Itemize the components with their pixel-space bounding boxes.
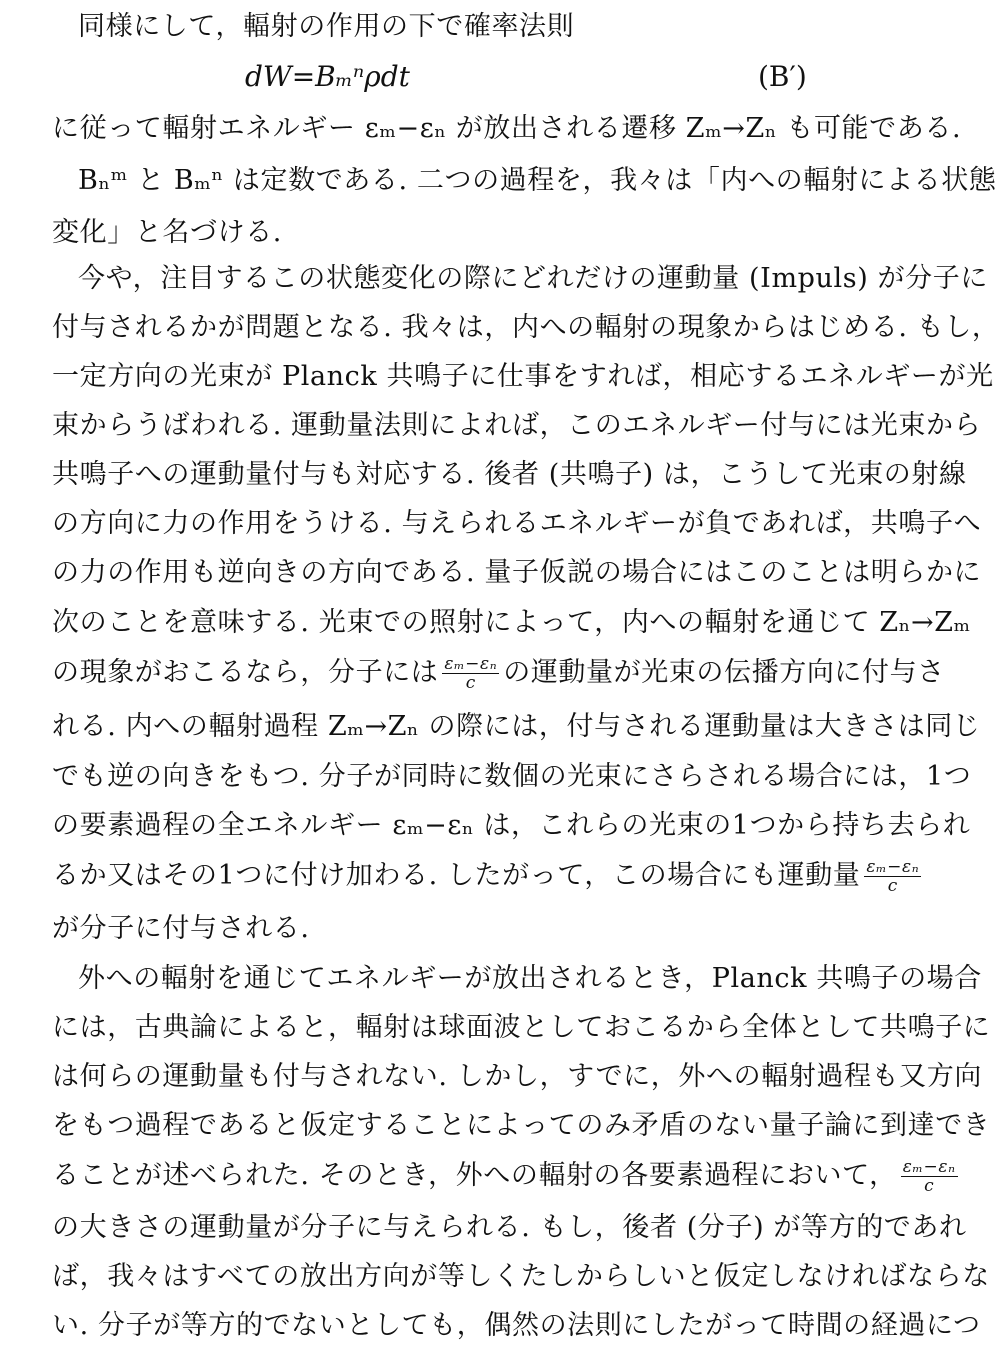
text-line: い. 分子が等方的でないとしても，偶然の法則にしたがって時間の経過につ [52,1310,981,1341]
text-line [52,857,920,896]
text-line: 束からうばわれる. 運動量法則によれば，このエネルギー付与には光束から [52,410,982,441]
text-line: をもつ過程であると仮定することによってのみ矛盾のない量子論に到達でき [52,1110,991,1141]
fraction-denominator: c [465,673,476,693]
text-segment: の運動量が光束の伝播方向に付与さ [503,657,945,688]
fraction-numerator: εₘ−εₙ [866,857,920,877]
text-line: に従って輻射エネルギー εₘ−εₙ が放出される遷移 Zₘ→Zₙ も可能である. [52,113,962,144]
text-line: 変化」と名づける. [52,217,282,248]
text-segment: の現象がおこるなら，分子には [52,657,439,688]
text-line: ば，我々はすべての放出方向が等しくたしからしいと仮定しなければならな [52,1261,990,1292]
text-line: が分子に付与される. [52,913,310,944]
fraction [901,1158,958,1195]
fraction-denominator: c [887,876,898,896]
text-line: は何らの運動量も付与されない. しかし，すでに，外への輻射過程も又方向 [52,1061,982,1092]
fraction [864,858,921,895]
text-line: Bₙᵐ と Bₘⁿ は定数である. 二つの過程を，我々は「内への輻射による状態 [78,165,997,196]
text-line: 今や，注目するこの状態変化の際にどれだけの運動量 (Impuls) が分子に [78,263,988,294]
text-line: の要素過程の全エネルギー εₘ−εₙ は，これらの光束の1つから持ち去られ [52,810,971,841]
text-line: 付与されるかが問題となる. 我々は，内への輻射の現象からはじめる. もし， [52,312,1000,343]
text-line: の大きさの運動量が分子に与えられる. もし，後者 (分子) が等方的であれ [52,1212,967,1243]
equation: dW=Bₘⁿρdt [245,60,410,93]
text-line: 同様にして，輻射の作用の下で確率法則 [78,11,575,42]
fraction-denominator: c [924,1176,935,1196]
text-segment: ることが述べられた. そのとき，外への輻射の各要素過程において， [52,1160,897,1191]
text-line [52,654,945,693]
fraction-numerator: εₘ−εₙ [902,1157,956,1177]
text-line: 一定方向の光束が Planck 共鳴子に仕事をすれば，相応するエネルギーが光 [52,361,994,392]
text-line: には，古典論によると，輻射は球面波としておこるから全体として共鳴子に [52,1012,991,1043]
text-line: 共鳴子への運動量付与も対応する. 後者 (共鳴子) は，こうして光束の射線 [52,459,967,490]
text-line: れる. 内への輻射過程 Zₘ→Zₙ の際には，付与される運動量は大きさは同じ [52,711,981,742]
fraction [442,655,499,692]
text-segment: るか又はその1つに付け加わる. したがって，この場合にも運動量 [52,860,861,891]
text-line [52,1157,956,1196]
text-line: でも逆の向きをもつ. 分子が同時に数個の光束にさらされる場合には，1つ [52,761,972,792]
text-line: 次のことを意味する. 光束での照射によって，内への輻射を通じて Zₙ→Zₘ [52,607,971,638]
text-line: の力の作用も逆向きの方向である. 量子仮説の場合にはこのことは明らかに [52,557,982,588]
text-line: の方向に力の作用をうける. 与えられるエネルギーが負であれば，共鳴子へ [52,508,982,539]
text-line: 外への輻射を通じてエネルギーが放出されるとき，Planck 共鳴子の場合 [78,963,982,994]
fraction-numerator: εₘ−εₙ [444,654,498,674]
equation-label: (B′) [758,60,807,93]
